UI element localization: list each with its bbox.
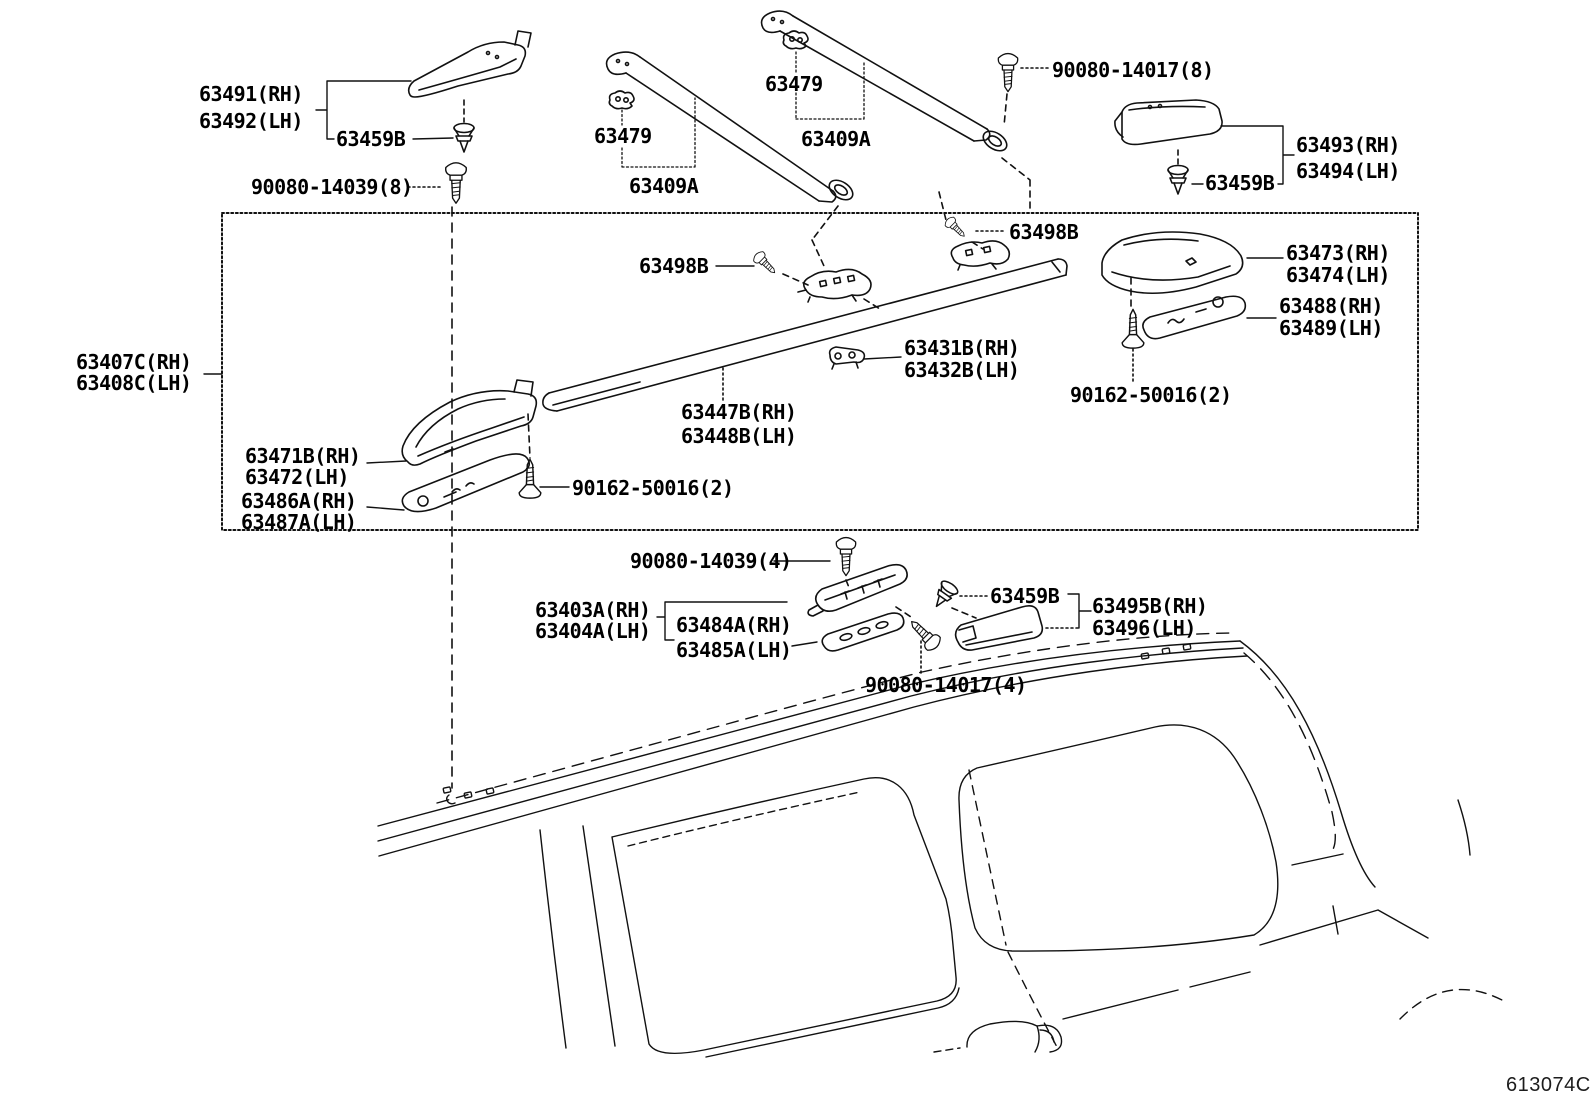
dash-crossbar-connectors bbox=[812, 94, 1030, 266]
part-label-63431b-rh: 63431B(RH) bbox=[904, 336, 1020, 360]
part-drawing-cover-63493 bbox=[1115, 100, 1222, 144]
part-label-63403a-rh: 63403A(RH) bbox=[535, 598, 651, 622]
part-label-63471b-rh: 63471B(RH) bbox=[245, 444, 361, 468]
part-drawing-clamp-63431b bbox=[830, 347, 865, 369]
part-drawing-pad-63488 bbox=[1143, 296, 1245, 338]
part-label-63491-rh: 63491(RH) bbox=[199, 82, 303, 106]
part-drawing-screw-90080-14017-8 bbox=[998, 54, 1017, 92]
part-label-63495b-rh: 63495B(RH) bbox=[1092, 594, 1208, 618]
part-label-63484a-rh: 63484A(RH) bbox=[676, 613, 792, 637]
part-drawing-screw-90080-14039-8 bbox=[446, 163, 467, 203]
part-label-63486a-rh: 63486A(RH) bbox=[241, 489, 357, 513]
part-label-63485a-lh: 63485A(LH) bbox=[676, 638, 792, 662]
part-drawing-clip-63459b-2 bbox=[1168, 166, 1188, 195]
part-label-63493-rh: 63493(RH) bbox=[1296, 133, 1400, 157]
part-drawing-screw-90080-14017-4 bbox=[905, 615, 943, 653]
part-drawing-cover-63495b bbox=[956, 606, 1043, 650]
part-drawing-support-63403a bbox=[808, 565, 907, 616]
part-drawing-clip-63459b-1 bbox=[454, 124, 474, 153]
part-label-63474-lh: 63474(LH) bbox=[1286, 263, 1390, 287]
part-label-63432b-lh: 63432B(LH) bbox=[904, 358, 1020, 382]
part-label-63488-rh: 63488(RH) bbox=[1279, 294, 1383, 318]
part-label-63409a-1: 63409A bbox=[629, 174, 699, 198]
part-drawing-screw-90162-right bbox=[1122, 309, 1144, 348]
group-box-outline bbox=[222, 213, 1418, 534]
part-label-90080-14039-8: 90080-14039(8) bbox=[251, 175, 413, 199]
part-drawing-cover-63491 bbox=[409, 31, 531, 97]
part-drawing-clamp-right bbox=[951, 241, 1009, 270]
part-drawing-leg-63473 bbox=[1102, 232, 1243, 293]
part-label-90080-14017-8: 90080-14017(8) bbox=[1052, 58, 1214, 82]
dash-boss-to-screw bbox=[528, 414, 530, 458]
part-label-63494-lh: 63494(LH) bbox=[1296, 159, 1400, 183]
part-label-63498b-2: 63498B bbox=[1009, 220, 1079, 244]
part-drawing-screw-63498b-right bbox=[943, 215, 968, 240]
part-drawing-screw-90162-left bbox=[519, 459, 541, 498]
part-label-63408c-lh: 63408C(LH) bbox=[76, 371, 192, 395]
part-label-63459b-1: 63459B bbox=[336, 127, 406, 151]
part-label-63404a-lh: 63404A(LH) bbox=[535, 619, 651, 643]
part-label-63492-lh: 63492(LH) bbox=[199, 109, 303, 133]
part-label-63498b-1: 63498B bbox=[639, 254, 709, 278]
part-label-63447b-rh: 63447B(RH) bbox=[681, 400, 797, 424]
drawing-code: 613074C bbox=[1506, 1074, 1591, 1096]
part-label-63473-rh: 63473(RH) bbox=[1286, 241, 1390, 265]
part-label-63409a-2: 63409A bbox=[801, 127, 871, 151]
part-label-63479-2: 63479 bbox=[765, 72, 823, 96]
part-label-90080-14017-4: 90080-14017(4) bbox=[865, 673, 1027, 697]
part-label-63479-1: 63479 bbox=[594, 124, 652, 148]
part-label-63472-lh: 63472(LH) bbox=[245, 465, 349, 489]
dotted-leaders bbox=[408, 68, 1133, 673]
part-drawing-clamp-63479-1 bbox=[609, 91, 634, 109]
part-label-63459b-2: 63459B bbox=[1205, 171, 1275, 195]
part-label-90162-right: 90162-50016(2) bbox=[1070, 383, 1232, 407]
part-drawing-screw-63498b-left bbox=[751, 249, 779, 277]
part-label-63489-lh: 63489(LH) bbox=[1279, 316, 1383, 340]
part-label-90080-14039-4: 90080-14039(4) bbox=[630, 549, 792, 573]
part-drawing-leg-63471b bbox=[402, 380, 536, 465]
part-drawing-clamp-middle bbox=[798, 269, 871, 302]
part-label-63459b-3: 63459B bbox=[990, 584, 1060, 608]
part-label-63487a-lh: 63487A(LH) bbox=[241, 510, 357, 534]
part-drawing-screw-90080-14039-4 bbox=[836, 538, 855, 576]
part-drawing-clip-63459b-3 bbox=[929, 579, 960, 612]
part-drawing-pad-63484a bbox=[822, 613, 904, 651]
part-label-90162-left: 90162-50016(2) bbox=[572, 476, 734, 500]
part-label-63496-lh: 63496(LH) bbox=[1092, 616, 1196, 640]
part-label-63407c-rh: 63407C(RH) bbox=[76, 350, 192, 374]
part-label-63448b-lh: 63448B(LH) bbox=[681, 424, 797, 448]
